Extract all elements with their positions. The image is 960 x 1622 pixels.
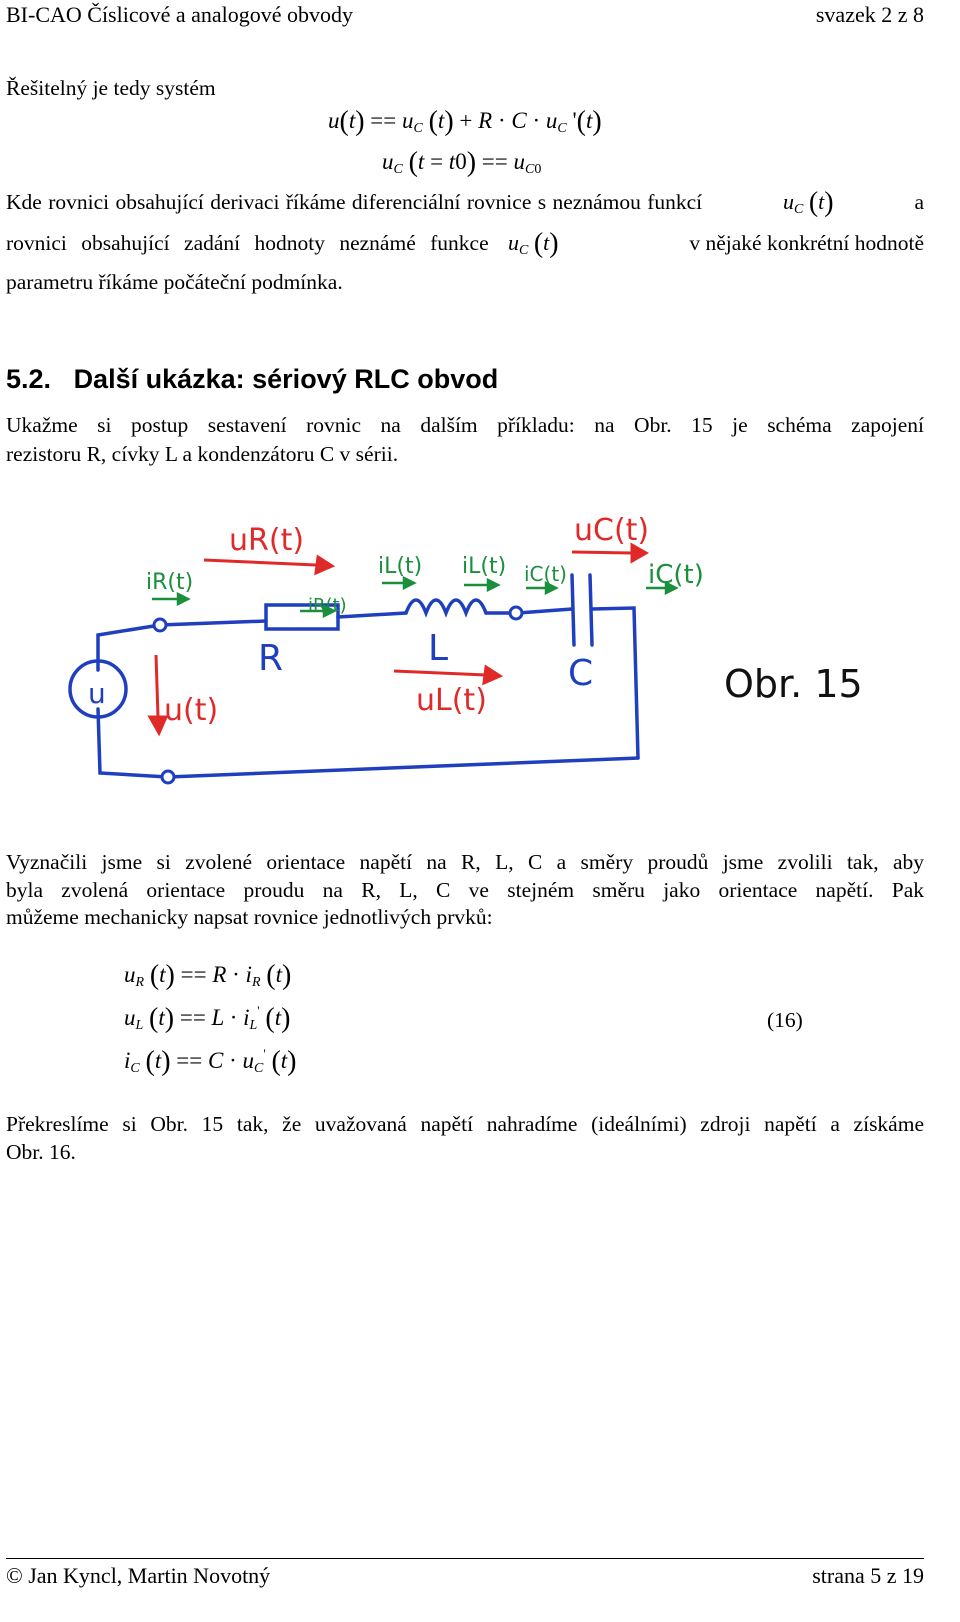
rlc-circuit-figure	[34, 495, 894, 820]
paragraph-2-line-1: Ukažme si postup sestavení rovnic na dalším příkladu: na Obr. 15 je schéma zapojení	[6, 413, 924, 437]
sentence-line-3: parametru říkáme počáteční podmínka.	[6, 270, 343, 294]
label-L: L	[428, 628, 449, 669]
terminal-node-2	[510, 607, 522, 619]
equation-system-1: $u(t) == u_C$ $(t) + R \cdot C \cdot u_C$ '(t)	[328, 106, 602, 137]
label-iL: iL(t)	[462, 554, 507, 579]
paragraph-4-line-2: Obr. 16.	[6, 1140, 76, 1164]
sentence-part-2: rovnici obsahující zadání hodnoty neznámé funkce	[6, 231, 489, 255]
paragraph-2-line-2: rezistoru R, cívky L a kondenzátoru C v sérii.	[6, 442, 399, 466]
label-uL: uL(t)	[416, 683, 487, 718]
circuit-wires	[98, 575, 638, 777]
sentence-part-1: Kde rovnici obsahující derivaci říkáme diferenciální rovnice s neznámou funkcí	[6, 190, 703, 214]
paragraph-4-line-1: Překreslíme si Obr. 15 tak, že uvažovaná napětí nahradíme (ideálními) zdroji napětí a získáme	[6, 1112, 924, 1136]
terminal-node-1	[154, 619, 166, 631]
equation-inductor: $u_L$ $(t) == L \cdot i_L'$ (t)	[124, 1003, 291, 1034]
label-source: u	[88, 677, 106, 710]
paragraph-3-line-1: Vyznačili jsme si zvolené orientace napětí na R, L, C a směry proudů jsme zvolili tak, aby	[6, 850, 924, 874]
equation-capacitor: $i_C$ $(t) == C \cdot u_C'$ (t)	[124, 1046, 297, 1077]
section-heading	[6, 364, 498, 395]
sentence-part-2-end: v nějaké konkrétní hodnotě	[689, 231, 924, 255]
footer-rule	[6, 1558, 924, 1559]
footer-page-number: strana 5 z 19	[812, 1563, 924, 1588]
paragraph-3-line-2: byla zvolená orientace proudu na R, L, C ve stejném směru jako orientace napětí. Pak	[6, 878, 924, 902]
equation-system-2: $u_C$ $(t = t0) == u_{C0}$	[382, 147, 542, 178]
label-i1: iL(t)	[378, 554, 423, 579]
intro-text: Řešitelný je tedy systém	[6, 76, 216, 100]
sentence-line-1	[6, 188, 924, 224]
header-title: BI-CAO Číslicové a analogové obvody	[6, 2, 354, 27]
section-title: Další ukázka: sériový RLC obvod	[73, 364, 499, 394]
label-R: R	[258, 638, 284, 679]
label-iR-2: iR(t)	[308, 595, 347, 616]
label-u: u(t)	[164, 693, 219, 728]
header-volume: svazek 2 z 8	[815, 2, 924, 27]
label-uR: uR(t)	[229, 523, 305, 558]
paragraph-3-line-3: můžeme mechanicky napsat rovnice jednotlivých prvků:	[6, 905, 493, 929]
inline-math-uc: $u_C$ (t)	[782, 187, 834, 218]
equation-number: (16)	[767, 1008, 803, 1032]
sentence-line-2	[6, 229, 924, 265]
label-C: C	[568, 653, 594, 694]
section-number: 5.2.	[6, 364, 52, 394]
label-uC: uC(t)	[574, 513, 650, 548]
sentence-part-1-end: a	[914, 190, 924, 214]
footer-authors: © Jan Kyncl, Martin Novotný	[6, 1563, 271, 1588]
figure-caption: Obr. 15	[724, 662, 863, 706]
inline-math-uc-2: $u_C$ (t)	[508, 228, 559, 259]
label-iC: iC(t)	[524, 562, 567, 586]
label-iC-2: iC(t)	[648, 560, 704, 590]
equation-resistor: $u_R$ $(t) == R \cdot i_R$ (t)	[124, 960, 292, 991]
label-iR: iR(t)	[146, 570, 194, 595]
terminal-node-3	[162, 771, 174, 783]
